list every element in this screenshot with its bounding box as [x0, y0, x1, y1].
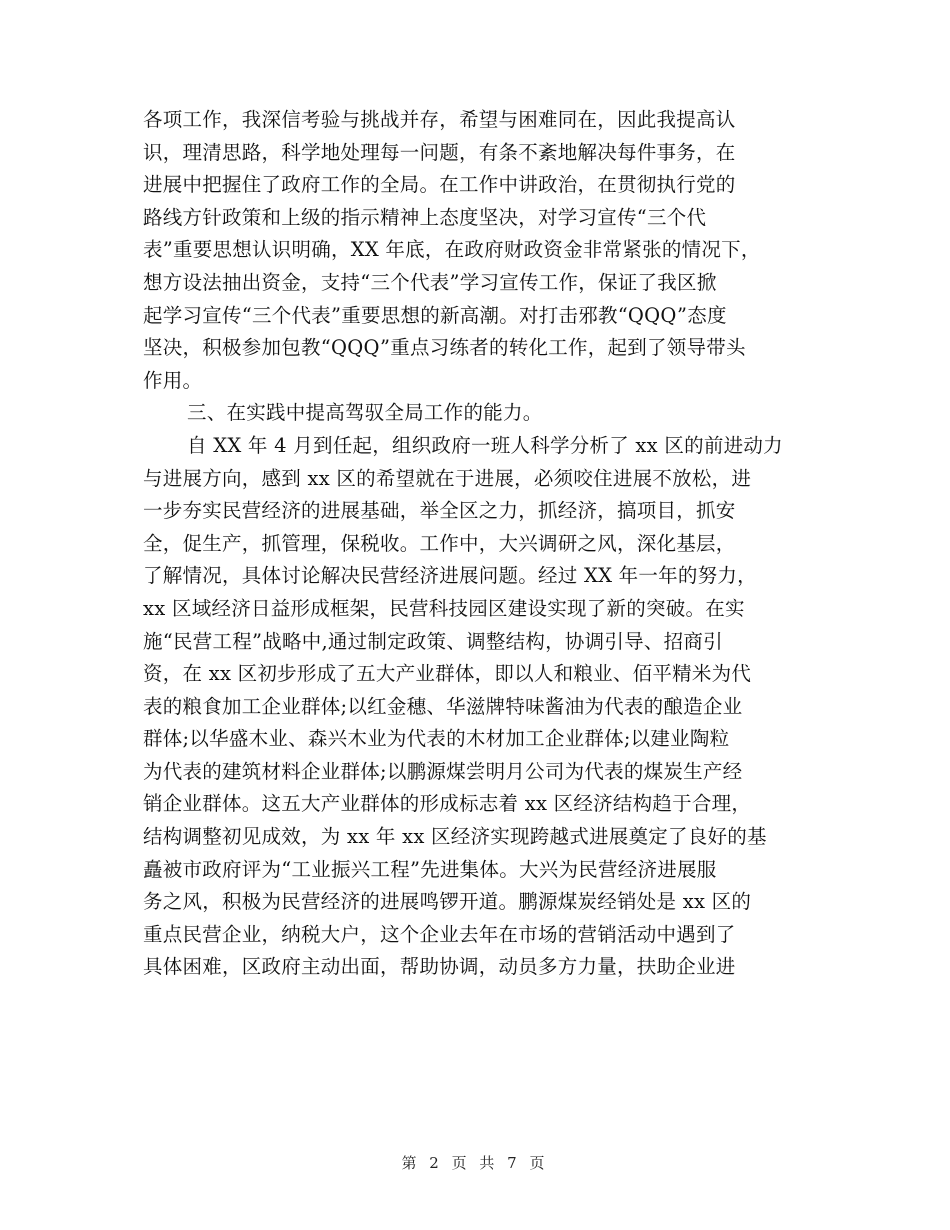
- text-line: 重点民营企业，纳税大户，这个企业去年在市场的营销活动中遇到了: [143, 922, 736, 946]
- text-line: 资，在 xx 区初步形成了五大产业群体，即以人和粮业、佰平精米为代: [143, 662, 752, 686]
- text-line: 施“民营工程”战略中,通过制定政策、调整结构，协调引导、招商引: [143, 629, 723, 653]
- text-line: 坚决，积极参加包教“QQQ”重点习练者的转化工作，起到了领导带头: [143, 336, 746, 360]
- text-line: 务之风，积极为民营经济的进展鸣锣开道。鹏源煤炭经销处是 xx 区的: [143, 890, 752, 914]
- text-line: 作用。: [143, 368, 203, 392]
- text-line: 三、在实践中提高驾驭全局工作的能力。: [187, 401, 543, 425]
- text-line: 矗被市政府评为“工业振兴工程”先进集体。大兴为民营经济进展服: [143, 857, 717, 881]
- text-line: 销企业群体。这五大产业群体的形成标志着 xx 区经济结构趋于合理，: [143, 792, 752, 816]
- text-line: xx 区域经济日益形成框架，民营科技园区建设实现了新的突破。在实: [143, 596, 745, 620]
- text-line: 起学习宣传“三个代表”重要思想的新高潮。对打击邪教“QQQ”态度: [143, 303, 727, 327]
- text-line: 与进展方向，感到 xx 区的希望就在于进展，必须咬住进展不放松，进: [143, 466, 752, 490]
- text-line: 想方设法抽出资金，支持“三个代表”学习宣传工作，保证了我区掀: [143, 270, 717, 294]
- body-text: [143, 104, 815, 984]
- text-line: 识，理清思路，科学地处理每一问题，有条不紊地解决每件事务，在: [143, 140, 736, 164]
- page-number-footer: 第 2 页 共 7 页: [401, 1154, 549, 1172]
- text-line: 了解情况，具体讨论解决民营经济进展问题。经过 XX 年一年的努力，: [143, 564, 757, 588]
- text-line: 为代表的建筑材料企业群体;以鹏源煤尝明月公司为代表的煤炭生产经: [143, 759, 743, 783]
- text-line: 自 XX 年 4 月到任起，组织政府一班人科学分析了 xx 区的前进动力: [187, 433, 783, 457]
- text-line: 表”重要思想认识明确，XX 年底，在政府财政资金非常紧张的情况下，: [143, 238, 761, 262]
- text-line: 路线方针政策和上级的指示精神上态度坚决，对学习宣传“三个代: [143, 205, 707, 229]
- text-line: 群体;以华盛木业、森兴木业为代表的木材加工企业群体;以建业陶粒: [143, 727, 730, 751]
- text-line: 表的粮食加工企业群体;以红金穗、华滋牌特味酱油为代表的酿造企业: [143, 694, 743, 718]
- text-line: 进展中把握住了政府工作的全局。在工作中讲政治，在贯彻执行党的: [143, 173, 736, 197]
- text-line: 各项工作，我深信考验与挑战并存，希望与困难同在，因此我提高认: [143, 108, 736, 131]
- text-line: 结构调整初见成效，为 xx 年 xx 区经济实现跨越式进展奠定了良好的基: [143, 825, 767, 849]
- text-line: 全，促生产，抓管理，保税收。工作中，大兴调研之风，深化基层，: [143, 531, 736, 555]
- text-line: 具体困难，区政府主动出面，帮助协调，动员多方力量，扶助企业进: [143, 955, 736, 979]
- text-line: 一步夯实民营经济的进展基础，举全区之力，抓经济，搞项目，抓安: [143, 499, 736, 523]
